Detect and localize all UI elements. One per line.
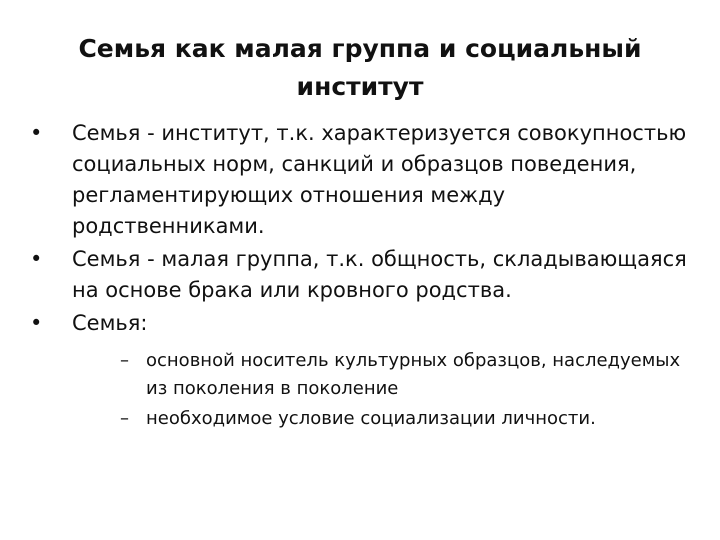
bullet-item <box>28 308 688 433</box>
dash-icon: – <box>120 350 129 371</box>
bullet-text: Семья - институт, т.к. характеризуется совокупностью социальных норм, санкций и образцов поведения, регламентирующих отношения между родственниками. <box>72 121 687 238</box>
slide-title: Семья как малая группа и социальный институт <box>78 34 642 101</box>
sub-bullet-item <box>120 347 688 403</box>
bullet-text: Семья: <box>72 311 148 335</box>
bullet-item <box>28 118 688 242</box>
bullet-icon: • <box>30 121 43 145</box>
bullet-text: Семья - малая группа, т.к. общность, складывающаяся на основе брака или кровного родства. <box>72 247 687 302</box>
sub-bullet-item <box>120 405 688 433</box>
sub-bullet-list <box>72 347 688 433</box>
dash-icon: – <box>120 408 129 429</box>
bullet-item <box>28 244 688 306</box>
sub-bullet-text: основной носитель культурных образцов, наследуемых из поколения в поколение <box>146 350 681 399</box>
bullet-list <box>28 118 688 435</box>
sub-bullet-text: необходимое условие социализации личности. <box>146 408 596 429</box>
bullet-icon: • <box>30 311 43 335</box>
bullet-icon: • <box>30 247 43 271</box>
